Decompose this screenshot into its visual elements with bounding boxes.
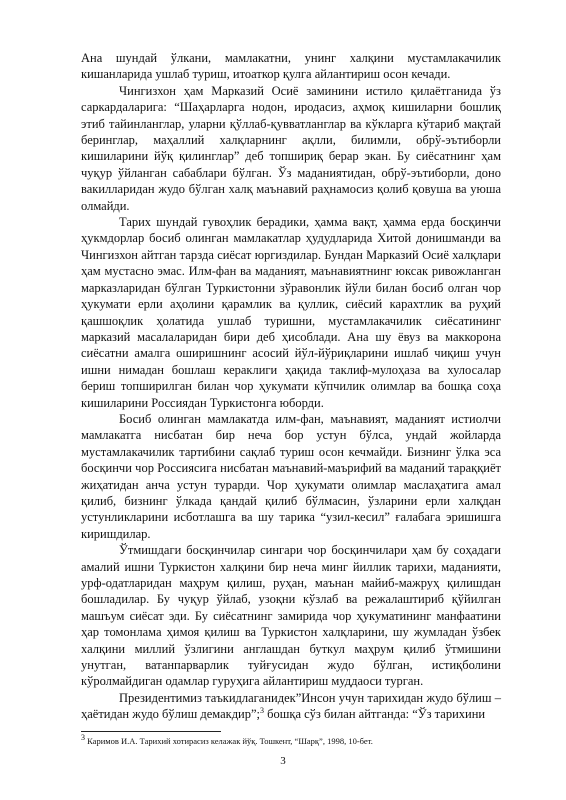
footnote-divider <box>81 731 221 732</box>
footnote-marker: 3 <box>81 733 85 743</box>
paragraph-with-footnote-ref <box>81 690 501 723</box>
paragraph: Ана шундай ўлкани, мамлакатни, унинг халқини мустамлакачилик кишанларида ушлаб туриш, итоаткор қулга айлантириш осон кечади. <box>81 51 501 82</box>
paragraph: Ўтмишдаги босқинчилар сингари чор босқинчилари ҳам бу соҳадаги амалий ишни Туркистон халқини бир неча минг йиллик тарихи, маданияти, урф-одатларидан маҳрум қилиш, руҳан, маънан майиб-мажруҳ қилишдан бошладилар. Бу чуқур ўйлаб, узоқни кўзлаб ва режалаштириб қўйилган машъум сиёсат эди. Бу сиёсатнинг замирида чор ҳукуматининг манфаатини ҳар томонлама ҳимоя қилиш ва Туркистон халқларини, шу жумладан ўзбек халқини миллий ўзлигини англашдан буткул маҳрум қилиб ўтмишини унутган, ватанпарварлик туйғусидан жудо бўлган, истиқболини кўролмайдиган одамлар гуруҳига айлантириш муддаоси турган. <box>81 543 501 689</box>
body-text <box>81 50 501 723</box>
footnote-reference: 3 <box>260 706 265 716</box>
paragraph-text-continued: бошқа сўз билан айтганда: “Ўз тарихини <box>264 707 486 722</box>
paragraph: Босиб олинган мамлакатда илм-фан, маънавият, маданият истиолчи мамлакатга нисбатан бир неча бор устун бўлса, ундай жойларда мустамлакачилик тартибини сақлаб туриш осон кечмайди. Бизнинг ўлка эса босқинчи чор Россиясига нисбатан маънавий-маърифий ва маданий тараққиёт жиҳатидан анча устун турарди. Чор ҳукумати олимлар маслаҳатига амал қилиб, бизнинг ўлкада қандай қилиб бўлмасин, ўзларини ерли халқдан устунликларини исботлашга ва шу тарика “узил-кесил” ғалабага эришишга киришдилар. <box>81 411 501 541</box>
paragraph-text: Президентимиз таъкидлаганидек”Инсон учун тарихидан жудо бўлиш – ҳаётидан жудо бўлиш демакдир”; <box>81 690 501 722</box>
footnote <box>81 733 501 747</box>
paragraph: Тарих шундай гувоҳлик берадики, ҳамма вақт, ҳамма ерда босқинчи ҳукмдорлар босиб олинган мамлакатлар ҳудудларида Хитой донишманди ва Чингизхон айтган тарзда сиёсат юргиздилар. Бундан Марказий Осиё халқлари ҳам мустасно эмас. Илм-фан ва маданият, маънавиятнинг юксак ривожланган марказларидан бўлган Туркистонни зўравонлик йўли билан босиб олган чор ҳукумати ерли аҳолини қарамлик ва қуллик, сиёсий карахтлик ва руҳий қашшоқлик ҳолатида ушлаб туришни, мустамлакачилик сиёсатининг марказий масалаларидан бири деб ҳисоблади. Ана шу ёвуз ва маккорона сиёсатни амалга оширишнинг асосий йўл-йўриқларини ишлаб чиқиш учун ишни нимадан бошлаш кераклиги ҳақида таклиф-мулоҳаза ва хулосалар бериш топширилган билан чор ҳукумати кўпчилик олимлар ва бошқа соҳа кишиларини Россиядан Туркистонга юборди. <box>81 215 501 410</box>
paragraph: Чингизхон ҳам Марказий Осиё заминини истило қилаётганида ўз саркардаларига: “Шаҳарларга нодон, иродасиз, аҳмоқ кишиларни бошлиқ этиб тайинланглар, уларни қўллаб-қувватланглар ва кўкларга кўтариб мақтай беринглар, маҳаллий халқларнинг ақлли, билимли, обрў-эътиборли кишиларини йўқ қилинглар” деб топшириқ берар экан. Бу сиёсатнинг ҳам чуқур ўйланган сабаблари бўлган. Ўз маданиятидан, обрў-эътиборли, доно вакилларидан жудо бўлган халқ маънавий раҳнамосиз қолиб қовуша ва уюша олмайди. <box>81 83 501 213</box>
page-number: 3 <box>280 755 286 767</box>
footnote-text: Каримов И.А. Тарихий хотирасиз келажак йўқ. Тошкент, “Шарқ”, 1998, 10-бет. <box>85 736 373 746</box>
